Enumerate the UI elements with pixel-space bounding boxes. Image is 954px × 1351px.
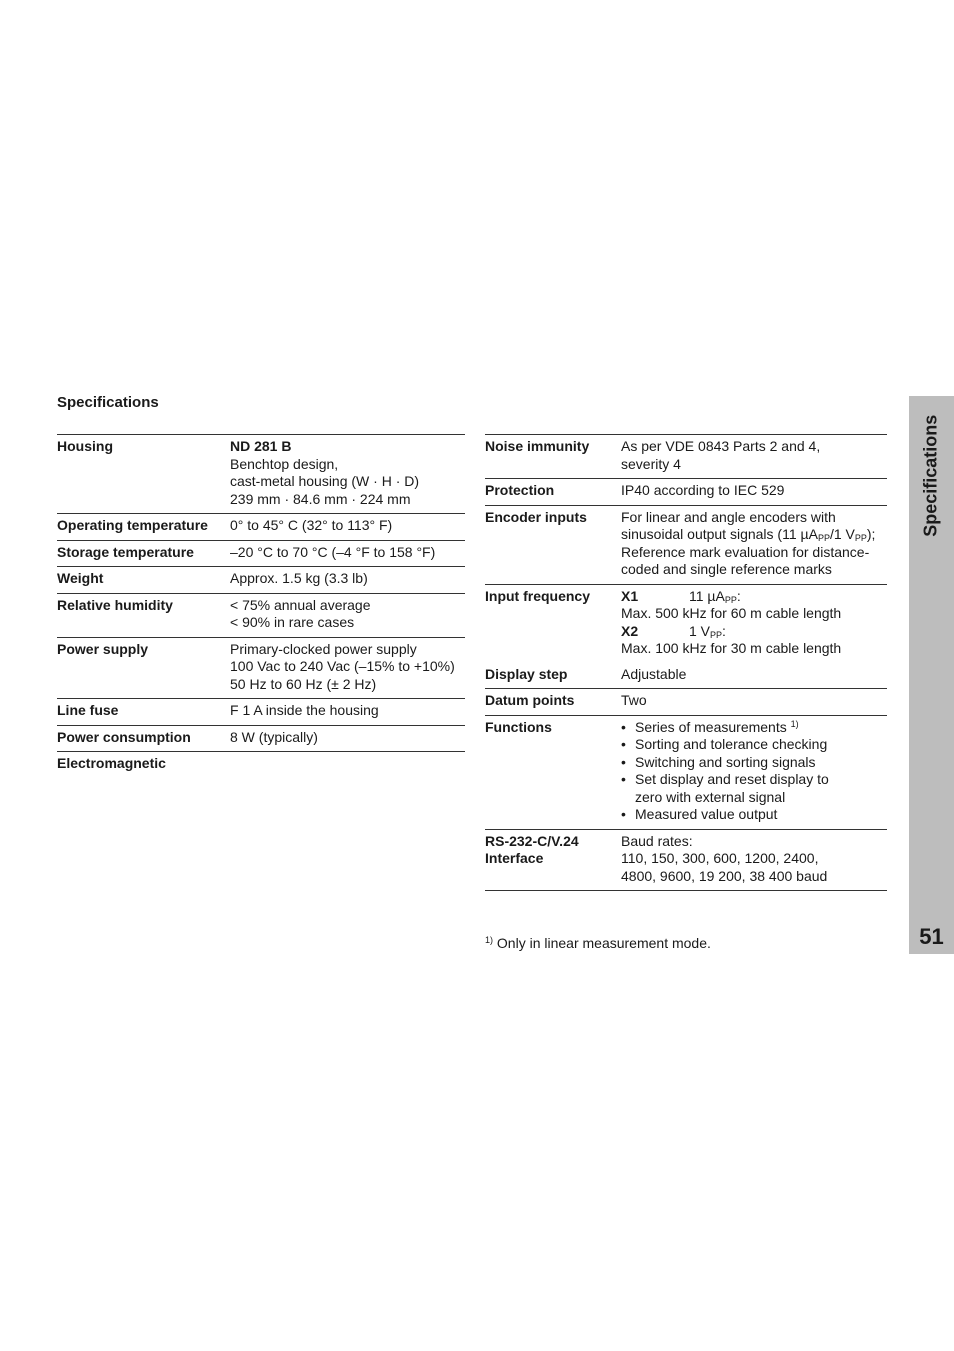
spec-key: Weight — [57, 570, 104, 586]
spec-value — [621, 833, 887, 886]
spec-key-line: RS-232-C/V.24 — [485, 832, 579, 849]
spec-key: Datum points — [485, 692, 575, 708]
spec-line: Primary-clocked power supply — [230, 640, 417, 657]
spec-line: 8 W (typically) — [230, 728, 318, 745]
footnote-marker: 1) — [485, 935, 494, 945]
spec-value — [621, 692, 887, 710]
spec-line: For linear and angle encoders with — [621, 508, 836, 525]
spec-line — [621, 526, 887, 544]
spec-row-power-supply — [57, 637, 465, 699]
spec-value — [230, 438, 465, 508]
list-item — [621, 771, 887, 806]
spec-line: 239 mm · 84.6 mm · 224 mm — [230, 490, 411, 507]
spec-value — [230, 641, 465, 694]
spec-key: Power supply — [57, 640, 149, 657]
spec-line: 50 Hz to 60 Hz (± 2 Hz) — [230, 675, 377, 692]
pp-subscript: PP — [710, 629, 723, 640]
spec-key: Power consumption — [57, 728, 191, 745]
spec-line: As per VDE 0843 Parts 2 and 4, — [621, 438, 821, 454]
spec-value — [230, 702, 465, 720]
spec-line: Approx. 1.5 kg (3.3 lb) — [230, 570, 368, 586]
section-heading: Specifications — [57, 394, 159, 411]
signal-text: ); — [866, 526, 876, 542]
spec-line: 100 Vac to 240 Vac (–15% to +10%) — [230, 658, 455, 674]
spec-row-line-fuse — [57, 698, 465, 725]
spec-key: Noise immunity — [485, 438, 590, 454]
spec-row-input-frequency — [485, 584, 887, 663]
spec-line: 0° to 45° C (32° to 113° F) — [230, 517, 393, 533]
spec-line: Reference mark evaluation for distance- — [621, 543, 870, 560]
x2-signal: 1 V — [689, 622, 711, 639]
spec-value — [230, 517, 465, 535]
spec-line: Two — [621, 692, 647, 708]
footnote — [485, 935, 711, 953]
spec-key: Housing — [57, 438, 113, 454]
spec-key: Functions — [485, 718, 552, 735]
spec-value — [230, 755, 465, 773]
list-item-text: Series of measurements — [635, 718, 787, 735]
list-item-text: zero with external signal — [635, 788, 786, 805]
spec-row-display-step — [485, 663, 887, 689]
spec-line: 110, 150, 300, 600, 1200, 2400, — [621, 850, 819, 866]
page-number: 51 — [919, 924, 944, 949]
spec-row-housing — [57, 434, 465, 513]
spec-row-power-consumption — [57, 725, 465, 752]
spec-row-noise-immunity — [485, 434, 887, 478]
spec-row-operating-temperature — [57, 513, 465, 540]
pp-subscript: PP — [854, 533, 867, 543]
functions-list — [621, 719, 887, 824]
x1-signal: 11 µA — [689, 587, 725, 604]
spec-key: Electromagnetic — [57, 755, 166, 771]
spec-key: Operating temperature — [57, 517, 208, 533]
spec-line: Baud rates: — [621, 832, 693, 849]
right-spec-table — [485, 434, 887, 891]
pp-subscript: PP — [817, 533, 830, 543]
list-item-text: Measured value output — [635, 806, 778, 822]
spec-line: severity 4 — [621, 455, 681, 472]
spec-row-storage-temperature — [57, 540, 465, 567]
spec-value — [621, 666, 887, 684]
pp-subscript: PP — [724, 594, 737, 605]
list-item — [621, 754, 887, 772]
footnote-ref: 1) — [790, 718, 799, 729]
list-item-text: Sorting and tolerance checking — [635, 736, 828, 752]
chapter-title: Specifications — [920, 414, 941, 538]
chapter-tab — [909, 396, 954, 954]
spec-value — [621, 482, 887, 500]
spec-line: IP40 according to IEC 529 — [621, 482, 785, 498]
spec-key: Encoder inputs — [485, 508, 587, 525]
list-item — [621, 719, 887, 737]
spec-row-rs232 — [485, 829, 887, 891]
x1-code: X1 — [621, 587, 639, 604]
spec-line: –20 °C to 70 °C (–4 °F to 158 °F) — [230, 543, 436, 560]
spec-value — [621, 438, 887, 473]
spec-key: Line fuse — [57, 702, 119, 718]
spec-line: Max. 500 kHz for 60 m cable length — [621, 605, 842, 621]
spec-line: 4800, 9600, 19 200, 38 400 baud — [621, 867, 828, 884]
spec-row-functions — [485, 715, 887, 829]
spec-key: Display step — [485, 665, 568, 682]
spec-key: Protection — [485, 482, 555, 498]
spec-line: F 1 A inside the housing — [230, 702, 379, 718]
spec-key: Storage temperature — [57, 543, 194, 560]
spec-key: Input frequency — [485, 587, 591, 604]
spec-line: < 75% annual average — [230, 596, 371, 613]
spec-value — [230, 729, 465, 747]
spec-row-encoder-inputs — [485, 505, 887, 584]
spec-value — [621, 509, 887, 579]
signal-text: sinusoidal output signals (11 µA — [621, 526, 818, 542]
spec-value — [621, 719, 887, 824]
colon: : — [736, 587, 741, 604]
spec-row-relative-humidity — [57, 593, 465, 637]
spec-value — [621, 588, 887, 658]
spec-key-line: Interface — [485, 850, 544, 866]
footnote-text: Only in linear measurement mode. — [496, 935, 711, 951]
x2-code: X2 — [621, 622, 639, 639]
x1-line — [621, 588, 887, 606]
spec-row-datum-points — [485, 688, 887, 715]
spec-value — [230, 544, 465, 562]
x2-line — [621, 623, 887, 641]
list-item-text: • Set display and reset display to — [635, 771, 829, 787]
spec-line: Benchtop design, — [230, 455, 339, 472]
left-spec-table — [57, 434, 465, 778]
list-item-text: Switching and sorting signals — [635, 753, 816, 770]
spec-key: Relative humidity — [57, 596, 173, 613]
spec-line: Adjustable — [621, 665, 687, 682]
spec-value — [230, 597, 465, 632]
spec-line: coded and single reference marks — [621, 561, 832, 577]
list-item — [621, 736, 887, 754]
chapter-title-box — [909, 406, 954, 546]
spec-value — [230, 570, 465, 588]
spec-line: < 90% in rare cases — [230, 614, 355, 630]
signal-text: /1 V — [829, 526, 855, 542]
spec-line: Max. 100 kHz for 30 m cable length — [621, 640, 842, 656]
spec-row-electromagnetic — [57, 751, 465, 778]
spec-row-protection — [485, 478, 887, 505]
list-item — [621, 806, 887, 824]
model-name: ND 281 B — [230, 438, 292, 454]
colon: : — [722, 622, 726, 639]
spec-row-weight — [57, 566, 465, 593]
spec-line: cast-metal housing (W · H · D) — [230, 473, 420, 489]
spec-key — [485, 833, 621, 886]
